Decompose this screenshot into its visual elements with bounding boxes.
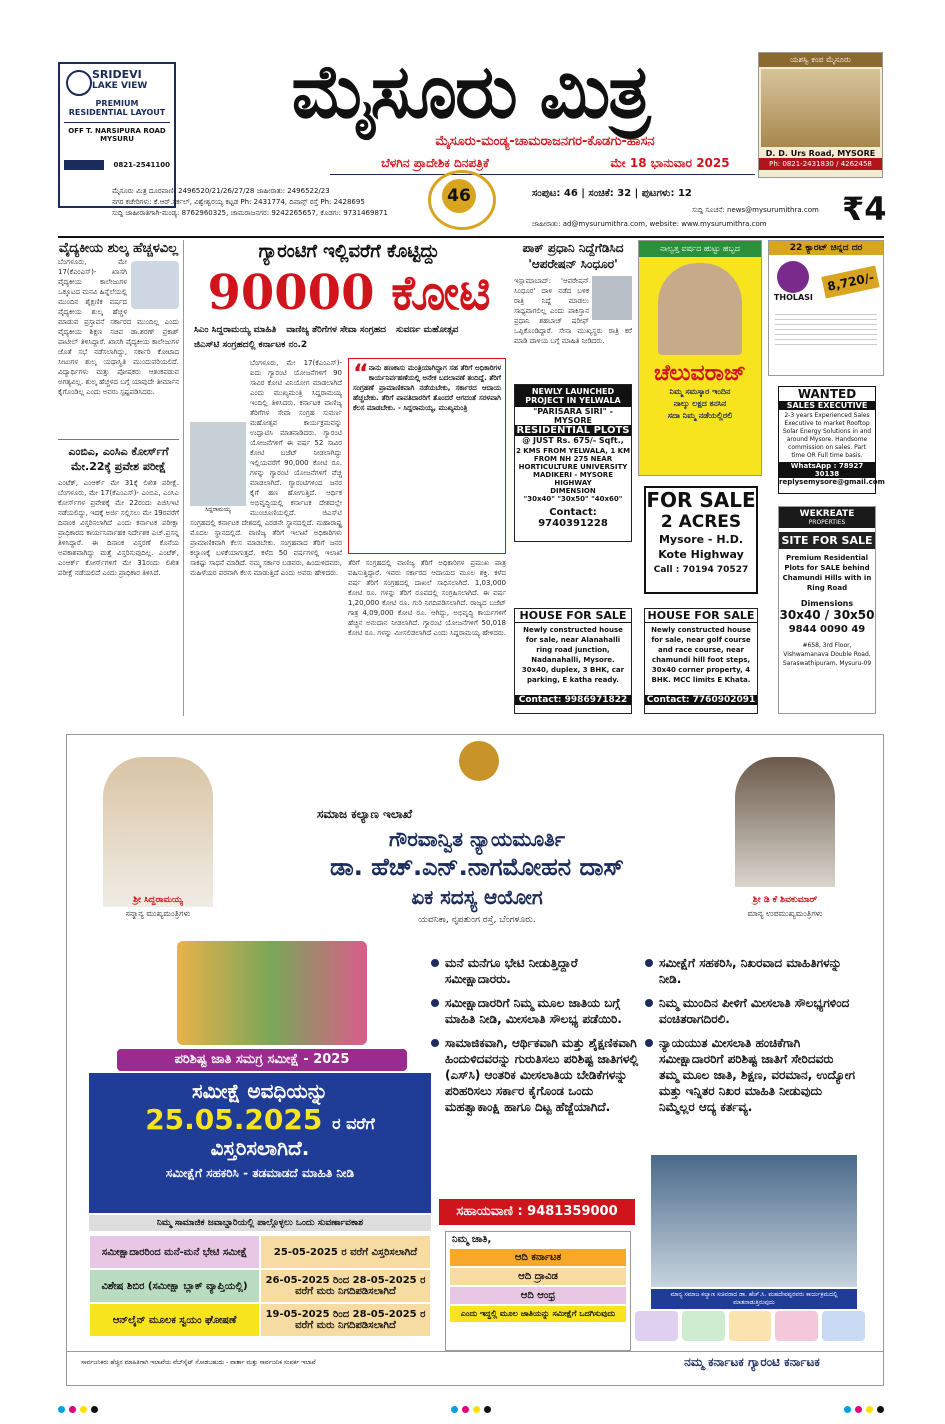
sub-point-4: ಜಿಎಸ್‌ಟಿ ಸಂಗ್ರಹದಲ್ಲಿ ಕರ್ನಾಟಕ ನಂ.2	[194, 340, 308, 350]
house1-text: Newly constructed house for sale, near Alanahalli ring road junction, Nadanahalli, Mysore. 30x40, duplex, 3 BHK, car parking, E katha ready.	[521, 626, 625, 684]
mba-exam-headline: ಎಂಬಿಎ, ಎಂಸಿಎ ಕೋರ್ಸ್‌ಗೆ ಮೇ.22ಕ್ಕೆ ಪ್ರವೇಶ ಪರೀಕ್ಷೆ	[68, 445, 169, 473]
ad-distance: 2 KMS FROM YELWALA, 1 KM FROM NH 275 NEAR HORTICULTURE UNIVERSITY	[515, 447, 631, 471]
wekreate-phone: 9844 0090 49	[788, 624, 866, 635]
main-headline: 90000 ಕೋಟಿ	[207, 265, 491, 321]
yuva-nidhi-logo-icon	[822, 1311, 865, 1341]
gold-rate-ad[interactable]	[768, 240, 884, 376]
wekreate-dim-label: Dimensions	[800, 599, 854, 608]
bullet-right-3: ನ್ಯಾಯಯುತ ಮೀಸಲಾತಿ ಹಂಚಿಕೆಗಾಗಿ ಸಮೀಕ್ಷಾದಾರರಿಗೆ ಪರಿಶಿಷ್ಟ ಜಾತಿಗೆ ಸೇರಿದವರು ತಮ್ಮ ಮೂಲ ಜಾತಿ, ಶಿಕ್ಷಣ, ವರಮಾನ, ಉದ್ಯೋಗ ಮತ್ತು ಇನ್ನಿತರ ನಿಖರ ಮಾಹಿತಿ ನೀಡುವುದು ನಿಮ್ಮೆಲ್ಲರ ಆದ್ಯ ಕರ್ತವ್ಯ.	[659, 1036, 856, 1114]
cm-name: ಶ್ರೀ ಸಿದ್ದರಾಮಯ್ಯ	[133, 895, 183, 905]
survey-date-suffix: ರ ವರೆಗೆ	[332, 1114, 375, 1133]
info-bullets-right	[645, 955, 857, 1115]
bullet-right-2: ನಿಮ್ಮ ಮುಂದಿನ ಪೀಳಿಗೆ ಮೀಸಲಾತಿ ಸೌಲಭ್ಯಗಳಿಂದ ವಂಚಿತರಾಗದಿರಲಿ.	[659, 996, 850, 1026]
survey-line-3: ವಿಸ್ತರಿಸಲಾಗಿದೆ.	[210, 1136, 310, 1160]
bullet-icon	[431, 999, 439, 1007]
pak-pm-photo	[592, 276, 632, 320]
minister-caption: ಮಾನ್ಯ ಸಮಾಜ ಕಲ್ಯಾಣ ಸಚಿವರಾದ ಡಾ. ಹೆಚ್.ಸಿ. ಮಹದೇವಪ್ಪರವರು ಕಾರ್ಯಕ್ರಮದಲ್ಲಿ ಮಾತನಾಡುತ್ತಿರುವುದು	[651, 1289, 857, 1309]
for-sale-acres: 2 ACRES	[660, 512, 742, 532]
caste-1: ಆದಿ ಕರ್ನಾಟಕ	[450, 1249, 626, 1266]
bullet-icon	[431, 959, 439, 967]
wanted-ad[interactable]	[778, 386, 885, 494]
anniversary-years: 46	[442, 179, 476, 213]
medical-fee-headline: ವೈದ್ಯಕೀಯ ಶುಲ್ಕ ಹೆಚ್ಚಳವಿಲ್ಲ	[58, 241, 179, 256]
minister-photo	[651, 1155, 857, 1287]
house2-contact: Contact: 7760902091	[646, 695, 756, 705]
wekreate-address: #658, 3rd Floor, Vishwamanava Double Road, Saraswathipuram, Mysuru-09	[782, 642, 872, 667]
schedule-row-3-value: 19-05-2025 ರಿಂದ 28-05-2025 ರ ವರೆಗೆ ಮರು ನಿಗದಿಪಡಿಸಲಾಗಿದೆ	[260, 1303, 431, 1337]
ad-email: ಜಾಹೀರಾತು: ad@mysurumithra.com, website: www.mysurumithra.com	[532, 220, 767, 228]
brand-line-2: LAKE VIEW	[92, 81, 148, 91]
wanted-whatsapp: WhatsApp : 78927 30138	[779, 462, 875, 478]
wanted-email: replysemysore@gmail.com	[779, 478, 885, 486]
mba-exam-text: ಎಂಟೆಕ್, ಎಂಆರ್ಕ್ ಮೇ 31ಕ್ಕೆ ಲಿಖಿತ ಪರೀಕ್ಷೆ. ಬೆಂಗಳೂರು, ಮೇ 17(ಕೆಎಂಎಸ್)- ಎಂಬಿಎ, ಎಂಸಿಎ ಕೋರ್ಸ್‌ಗಳ ಪ್ರವೇಶಕ್ಕೆ ಮೇ 22ರಂದು ಪಿಜಿಸಿಇಟಿ ನಡೆಯಲಿದ್ದು, ಇದಕ್ಕೆ ಅರ್ಜಿ ಸಲ್ಲಿಸಲು ಮೇ 19ರವರೆಗೆ ದಿನಾಂಕ ವಿಸ್ತರಿಸಲಾಗಿದೆ ಎಂದು ಕರ್ನಾಟಕ ಪರೀಕ್ಷಾ ಪ್ರಾಧಿಕಾರದ ಕಾರ್ಯನಿರ್ವಾಹಕ ನಿರ್ದೇಶಕ ಎಚ್.ಪ್ರಸನ್ನ ತಿಳಿಸಿದ್ದಾರೆ. ಈ ದಿನಾಂಕ ವಿಸ್ತರಣೆ ಕೊನೆಯ ಅವಕಾಶವಾಗಿದ್ದು ಮತ್ತೆ ವಿಸ್ತರಿಸುವುದಿಲ್ಲ. ಎಂಟೆಕ್, ಎಂಆರ್ಕ್ ಕೋರ್ಸ್‌ಗಳಿಗೆ ಮೇ 31ರಂದು ಲಿಖಿತ ಪರೀಕ್ಷೆ ನಡೆಯಲಿದೆ ಎಂದು ಪ್ರಾಧಿಕಾರ ತಿಳಿಸಿದೆ.	[58, 479, 179, 577]
dcm-role: ಮಾನ್ಯ ಉಪಮುಖ್ಯಮಂತ್ರಿಗಳು	[747, 909, 823, 918]
cm-portrait	[103, 757, 213, 907]
ad-project-title: NEWLY LAUNCHED PROJECT IN YELWALA	[515, 385, 631, 407]
gold-rate: 8,720/-	[821, 265, 880, 298]
house2-text: Newly constructed house for sale, near golf course and race course, near chamundi hill foot steps, 30x40 corner property, 4 BHK. MCC limits E Khata.	[651, 626, 751, 684]
hall-building-image	[761, 69, 880, 147]
house-logo-icon	[66, 70, 92, 96]
right-ad-brand: ಯಶಸ್ವಿ ಕಂಪ ಮೈಸೂರು	[759, 53, 882, 67]
masthead: ಮೈಸೂರು ಮಿತ್ರ	[291, 49, 649, 135]
house-for-sale-ad-1[interactable]	[514, 608, 632, 714]
bullet-mid-2: ಸಮೀಕ್ಷಾದಾರರಿಗೆ ನಿಮ್ಮ ಮೂಲ ಜಾತಿಯ ಬಗ್ಗೆ ಮಾಹಿತಿ ನೀಡಿ, ಮೀಸಲಾತಿ ಸೌಲಭ್ಯ ಪಡೆಯಿರಿ.	[445, 996, 622, 1026]
gruha-lakshmi-logo-icon	[775, 1311, 818, 1341]
residential-tag: RESIDENTIAL LAYOUT	[68, 108, 166, 117]
premium-tag: PREMIUM	[95, 99, 139, 108]
caste-title: ನಿಮ್ಮ ಜಾತಿ,	[452, 1234, 492, 1245]
schedule-row-3-label: ಆನ್‌ಲೈನ್ ಮೂಲಕ ಸ್ವಯಂ ಘೋಷಣೆ	[89, 1303, 260, 1337]
cm-photo-caption: ಸಿದ್ದರಾಮಯ್ಯ	[190, 506, 246, 514]
right-header-ad[interactable]	[758, 52, 883, 178]
left-column	[58, 240, 184, 716]
bday-photo	[658, 263, 742, 355]
left-ad-phone: 0821-2541100	[113, 161, 170, 169]
justice-title: ಗೌರವಾನ್ವಿತ ನ್ಯಾಯಮೂರ್ತಿ	[388, 827, 566, 851]
operation-headline: ಪಾಕ್ ಪ್ರಧಾನಿ ನಿದ್ದೆಗೆಡಿಸಿದ 'ಆಪರೇಷನ್ ಸಿಂಧೂರ'	[522, 241, 624, 271]
ad-dimension-label: DIMENSION	[550, 487, 596, 495]
survey-line-5: ನಿಮ್ಮ ಸಾಮಾಜಿಕ ಜವಾಬ್ದಾರಿಯಲ್ಲಿ ಪಾಲ್ಗೊಳ್ಳಲು ಒಂದು ಸುವರ್ಣಾವಕಾಶ	[89, 1215, 431, 1231]
parisara-siri-ad[interactable]	[514, 384, 632, 542]
wanted-text: 2-3 years Experienced Sales Executive to market Rooftop Solar Energy Solutions in and around Mysore. Handsome commission on sales. Part time OR Full time basis.	[782, 412, 872, 459]
house1-title: HOUSE FOR SALE	[515, 609, 631, 623]
bullet-icon	[431, 1039, 439, 1047]
house2-title: HOUSE FOR SALE	[645, 609, 757, 623]
contact-line-2: ನಗರ ಕಚೇರಿಗಳು: ಕೆ.ಆರ್.ಸರ್ಕಲ್, ವಿಶ್ವೇಶ್ವರಯ್ಯ ಕಟ್ಟಡ Ph: 2431774, ದಿವಾನ್ಸ್ ರಸ್ತೆ Ph: 2428695	[112, 198, 365, 206]
wekreate-title: SITE FOR SALE	[779, 532, 875, 549]
main-kicker: ಗ್ಯಾರಂಟಿಗೆ ಇಲ್ಲಿವರೆಗೆ ಕೊಟ್ಟಿದ್ದು	[258, 241, 440, 262]
wekreate-sub: PROPERTIES	[808, 519, 846, 526]
scheme-logos-row	[635, 1311, 865, 1341]
dept-name: ಸಮಾಜ ಕಲ್ಯಾಣ ಇಲಾಖೆ	[317, 807, 413, 821]
helpline-bar[interactable]: ಸಹಾಯವಾಣಿ : 9481359000	[439, 1199, 635, 1225]
survey-line-1: ಸಮೀಕ್ಷೆ ಅವಧಿಯನ್ನು	[192, 1079, 328, 1103]
brand-line-1: SRIDEVI	[92, 68, 142, 81]
justice-name: ಡಾ. ಹೆಚ್.ಎನ್.ನಾಗಮೋಹನ ದಾಸ್	[330, 853, 624, 881]
sub-point-2: ವಾಣಿಜ್ಯ ತೆರಿಗೆಗಳ ಸೇವಾ ಸಂಗ್ರಹದ	[286, 325, 386, 335]
commission-name: ಏಕ ಸದಸ್ಯ ಆಯೋಗ	[411, 885, 543, 909]
wanted-role: SALES EXECUTIVE	[779, 401, 875, 410]
govt-ad[interactable]	[66, 734, 884, 1386]
caste-note: ಎಂದು ಇದ್ದಲ್ಲಿ ಮೂಲ ಜಾತಿಯನ್ನು ಸಮೀಕ್ಷೆಗೆ ಒದಗಿಸುವುದು	[450, 1306, 626, 1322]
sub-point-1: ಸಿಎಂ ಸಿದ್ದರಾಮಯ್ಯ ಮಾಹಿತಿ	[194, 325, 277, 335]
anniversary-emblem	[424, 166, 494, 228]
ad-contact: Contact: 9740391228	[538, 507, 608, 529]
bday-name: ಚೆಲುವರಾಜ್	[654, 361, 746, 386]
schedule-row-1-value: 25-05-2025 ರ ವರೆಗೆ ವಿಸ್ತರಿಸಲಾಗಿದೆ	[260, 1235, 431, 1269]
wekreate-ad[interactable]	[778, 506, 876, 714]
contact-line-1: ಮೈಸೂರು ಮಿತ್ರ ದೂರವಾಣಿ: 2496520/21/26/27/28 ಜಾಹೀರಾತು: 2496522/23	[112, 187, 330, 195]
bullet-mid-3: ಸಾಮಾಜಿಕವಾಗಿ, ಆರ್ಥಿಕವಾಗಿ ಮತ್ತು ಶೈಕ್ಷಣಿಕವಾಗಿ ಹಿಂದುಳಿದವರನ್ನು ಗುರುತಿಸಲು ಪರಿಶಿಷ್ಟ ಜಾತಿಗಳಲ್ಲಿ (ಎಸ್‌ಸಿ) ಆಂತರಿಕ ಮೀಸಲಾತಿಯ ಬೇಡಿಕೆಗಳನ್ನು ಪರಿಹರಿಸಲು ಸರ್ಕಾರ ಕೈಗೊಂಡ ಒಂದು ಮಹತ್ವಾಕಾಂಕ್ಷಿ ಹಾಗೂ ದಿಟ್ಟ ಹೆಜ್ಜೆಯಾಗಿದೆ.	[445, 1036, 639, 1114]
gold-title: 22 ಕ್ಯಾರಟ್ ಚಿನ್ನದ ದರ	[769, 241, 883, 255]
ad-plots-price: @ JUST Rs. 675/- Sqft.,	[522, 436, 624, 445]
bullet-mid-1: ಮನೆ ಮನೆಗೂ ಭೇಟಿ ನೀಡುತ್ತಿದ್ದಾರೆ ಸಮೀಕ್ಷಾದಾರರು.	[445, 956, 578, 986]
price: ₹4	[842, 190, 887, 228]
survey-date: 25.05.2025	[145, 1103, 323, 1136]
main-story	[190, 240, 508, 716]
bday-line-1: ನಿಮ್ಮ ಸಮಸ್ಕಾರ ಇಂದಿನ	[669, 387, 731, 396]
dcm-portrait	[735, 757, 835, 887]
house-for-sale-ad-2[interactable]	[644, 608, 758, 714]
bullet-right-1: ಸಮೀಕ್ಷೆಗೆ ಸಹಕರಿಸಿ, ನಿಖರವಾದ ಮಾಹಿತಿಗಳನ್ನು ನೀಡಿ.	[659, 956, 842, 986]
karnataka-emblem-icon	[459, 741, 499, 781]
tagline: ಬೆಳಗಿನ ಪ್ರಾದೇಶಿಕ ದಿನಪತ್ರಿಕೆ	[381, 156, 489, 170]
shakti-logo-icon	[635, 1311, 678, 1341]
wekreate-brand: WEKREATE	[799, 509, 855, 519]
for-sale-title: FOR SALE	[646, 488, 756, 512]
caste-2: ಆದಿ ದ್ರಾವಿಡ	[450, 1268, 626, 1285]
ad-project-name: "PARISARA SIRI" - MYSORE	[533, 407, 613, 425]
survey-line-4: ಸಮೀಕ್ಷೆಗೆ ಸಹಕರಿಸಿ - ತಡಮಾಡದೆ ಮಾಹಿತಿ ನೀಡಿ	[165, 1166, 355, 1180]
survey-title-bar: ಪರಿಶಿಷ್ಟ ಜಾತಿ ಸಮಗ್ರ ಸಮೀಕ್ಷೆ - 2025	[117, 1049, 407, 1071]
sub-point-3: ಸುವರ್ಣ ಮಹೋತ್ಸವ	[395, 325, 459, 335]
wekreate-dims: 30x40 / 30x50	[779, 608, 875, 622]
schedule-row-2-value: 26-05-2025 ರಿಂದ 28-05-2025 ರ ವರೆಗೆ ಮರು ನಿಗದಿಪಡಿಸಲಾಗಿದೆ	[260, 1269, 431, 1303]
house1-contact: Contact: 9986971822	[515, 695, 631, 705]
for-sale-call: Call : 70194 70527	[653, 565, 749, 575]
right-ad-address: D. D. Urs Road, MYSORE	[765, 149, 876, 158]
contact-line-3: ಸುದ್ದಿ ಜಾಹೀರಾತಿಗಾಗಿ-ಮಂಡ್ಯ: 8762960325, ಚಾಮರಾಜನಗರ: 9242265657, ಕೊಡಗು: 9731469871	[112, 209, 388, 217]
tholasi-logo-icon	[777, 261, 809, 293]
ad-dimensions: "30x40" "30x50" "40x60"	[523, 495, 623, 503]
volume-info: ಸಂಪುಟ: 46 | ಸಂಚಿಕೆ: 32 | ಪುಟಗಳು: 12	[532, 188, 692, 199]
date: ಮೇ 18 ಭಾನುವಾರ 2025	[610, 156, 730, 170]
bullet-icon	[645, 959, 653, 967]
cm-photo	[190, 422, 246, 514]
govt-footer-slogan: ನಮ್ಮ ಕರ್ನಾಟಕ ಗ್ಯಾರಂಟಿ ಕರ್ನಾಟಕ	[684, 1355, 820, 1369]
bullet-icon	[645, 1039, 653, 1047]
schedule-row-1-label: ಸಮೀಕ್ಷಾದಾರರಿಂದ ಮನೆ-ಮನೆ ಭೇಟಿ ಸಮೀಕ್ಷೆ	[89, 1235, 260, 1269]
cm-quote-box	[348, 358, 506, 554]
govt-footer-note: ಸಾರ್ವಜನಿಕರು ಹೆಚ್ಚಿನ ಮಾಹಿತಿಗಾಗಿ ಇಲಾಖೆಯ ವೆಬ್‌ಸೈಟ್ ನೋಡಬಹುದು - ವಾರ್ತಾ ಮತ್ತು ಸಾರ್ವಜನಿಕ ಸಂಪರ್ಕ ಇಲಾಖೆ	[81, 1359, 316, 1366]
bday-top: ನಾಲ್ವತ್ತ ವರ್ಷದ ಹುಟ್ಟು ಹಬ್ಬದ	[639, 241, 761, 257]
gold-address-lines	[775, 310, 877, 346]
main-story-text-1: ಬೆಂಗಳೂರು, ಮೇ 17(ಕೆಎಂಎಸ್)- ಐದು ಗ್ಯಾರಂಟಿ ಯೋಜನೆಗಳಿಗೆ 90 ಸಾವಿರ ಕೋಟಿ ವಿನಿಯೋಗ ಮಾಡಲಾಗಿದೆ ಎಂದು ಮುಖ್ಯಮಂತ್ರಿ ಸಿದ್ದರಾಮಯ್ಯ ಇಂದಿಲ್ಲಿ ತಿಳಿಸಿದರು. ಕರ್ನಾಟಕ ವಾಣಿಜ್ಯ ತೆರಿಗೆಗಳ ಸೇವಾ ಸಂಗ್ರಹ ಸುವರ್ಣ ಮಹೋತ್ಸವ ಕಾರ್ಯಕ್ರಮವನ್ನು ಉದ್ಘಾಟಿಸಿ ಮಾತನಾಡಿದರು. ಗ್ಯಾರಂಟಿ ಯೋಜನೆಗಳಿಗೆ ಈ ವರ್ಷ 52 ಸಾವಿರ ಕೋಟಿ ಬಜೆಟ್ ನೀಡಲಾಗಿದ್ದು ಇಲ್ಲಿಯವರೆಗೆ 90,000 ಕೋಟಿ ರೂ. ಗಳನ್ನು ಗ್ಯಾರಂಟಿ ಯೋಜನೆಗಳಿಗೆ ವೆಚ್ಚ ಮಾಡಲಾಗಿದೆ. ಗ್ಯಾರಂಟಿಗಳಿಂದ ಜನರ ಕೈಗೆ ಹಣ ಹೋಗುತ್ತಿದೆ. ಆರ್ಥಿಕ ಅಭಿವೃದ್ಧಿಯಲ್ಲಿ ಕರ್ನಾಟಕ ದೇಶದಲ್ಲೇ ಮುಂಚೂಣಿಯಲ್ಲಿದೆ. ಜಿಎಸ್‌ಟಿ ಸಂಗ್ರಹದಲ್ಲಿ ಕರ್ನಾಟಕ ದೇಶದಲ್ಲಿ ಎರಡನೇ ಸ್ಥಾನದಲ್ಲಿದೆ. ಮಹಾರಾಷ್ಟ್ರ ಮೊದಲ ಸ್ಥಾನದಲ್ಲಿದೆ. ವಾಣಿಜ್ಯ ತೆರಿಗೆ ಇಲಾಖೆ ಅಧಿಕಾರಿಗಳು ಪ್ರಾಮಾಣಿಕವಾಗಿ ಕೆಲಸ ಮಾಡಬೇಕು. ಸಂಗ್ರಹವಾದ ತೆರಿಗೆ ಜನರ ಕಲ್ಯಾಣಕ್ಕೆ ಬಳಕೆಯಾಗುತ್ತದೆ. ಕಳೆದ 50 ವರ್ಷಗಳಲ್ಲಿ ಇಲಾಖೆ ಸಾಕಷ್ಟು ಸಾಧನೆ ಮಾಡಿದೆ. ನಮ್ಮ ಸರ್ಕಾರ ಬಡವರು, ಹಿಂದುಳಿದವರು, ಮಹಿಳೆಯರ ಪರವಾಗಿ ಕೆಲಸ ಮಾಡುತ್ತಿದೆ ಎಂದು ಅವರು ಹೇಳಿದರು.	[190, 359, 342, 577]
cm-role: ಸನ್ಮಾನ್ಯ ಮುಖ್ಯಮಂತ್ರಿಗಳು	[125, 909, 191, 918]
medical-fee-text: ಬೆಂಗಳೂರು, ಮೇ 17(ಕೆಎಂಎಸ್)- ಖಾಸಗಿ ವೈದ್ಯಕೀಯ ಕಾಲೇಜುಗಳ ಒಕ್ಕೂಟದ ಮನವಿ ಹಿನ್ನೆಲೆಯಲ್ಲಿ ಮುಂದಿನ ಶೈಕ್ಷಣಿಕ ವರ್ಷದ ವೈದ್ಯಕೀಯ ಶುಲ್ಕ ಹೆಚ್ಚಳ ಮಾಡುವ ಪ್ರಸ್ತಾವನೆ ಸರ್ಕಾರದ ಮುಂದಿಲ್ಲ ಎಂದು ವೈದ್ಯಕೀಯ ಶಿಕ್ಷಣ ಸಚಿವ ಡಾ.ಶರಣ್ ಪ್ರಕಾಶ್ ಪಾಟೀಲ್ ತಿಳಿಸಿದ್ದಾರೆ. ಖಾಸಗಿ ವೈದ್ಯಕೀಯ ಕಾಲೇಜುಗಳ ಜೊತೆ ಸಭೆ ನಡೆಸಲಾಗಿದ್ದು, ಸರ್ಕಾರಿ ಕೋಟಾದ ಸೀಟುಗಳ ಶುಲ್ಕ ಯಥಾಸ್ಥಿತಿ ಮುಂದುವರಿಯಲಿದೆ. ವಿದ್ಯಾರ್ಥಿಗಳು ಮತ್ತು ಪೋಷಕರು ಆತಂಕಪಡುವ ಅಗತ್ಯವಿಲ್ಲ. ಶುಲ್ಕ ಹೆಚ್ಚಳದ ಬಗ್ಗೆ ಯಾವುದೇ ತೀರ್ಮಾನ ಕೈಗೊಂಡಿಲ್ಲ ಎಂದು ಅವರು ಸ್ಪಷ್ಟಪಡಿಸಿದರು.	[58, 258, 179, 396]
bullet-icon	[645, 999, 653, 1007]
gold-brand: THOLASI	[773, 293, 813, 302]
alliance-logo	[64, 157, 170, 173]
operation-text: ಇಸ್ಲಾಮಾಬಾದ್: 'ಆಪರೇಷನ್ ಸಿಂಧೂರ' ದಾಳಿ ನಡೆದ ಬಳಿಕ ರಾತ್ರಿ ನಿದ್ದೆ ಮಾಡಲು ಸಾಧ್ಯವಾಗಲಿಲ್ಲ ಎಂದು ಪಾಕಿಸ್ತಾನ ಪ್ರಧಾನಿ ಶಹಬಾಜ್ ಷರೀಫ್ ಒಪ್ಪಿಕೊಂಡಿದ್ದಾರೆ. ಸೇನಾ ಮುಖ್ಯಸ್ಥರು ರಾತ್ರಿ ಕರೆ ಮಾಡಿ ದಾಳಿಯ ಬಗ್ಗೆ ಮಾಹಿತಿ ನೀಡಿದರು.	[514, 277, 632, 345]
info-bullets-middle	[431, 955, 639, 1115]
right-ad-phone: Ph: 0821-2431830 / 4262458	[759, 158, 882, 170]
ad-plots-title: RESIDENTIAL PLOTS	[516, 425, 630, 436]
schedule-row-2-label: ವಿಶೇಷ ಶಿಬಿರ (ಸಮೀಕ್ಷಾ ಬ್ಲಾಕ್ ವ್ಯಾಪ್ತಿಯಲ್ಲಿ)	[89, 1269, 260, 1303]
survey-schedule-table	[89, 1235, 431, 1337]
bday-line-2: ನಾಲ್ಕು ಲಕ್ಷದ ಕನಸಿನ	[673, 399, 727, 408]
for-sale-ad[interactable]	[644, 486, 758, 594]
caste-3: ಆದಿ ಆಂಧ್ರ	[450, 1287, 626, 1304]
regions-subline: ಮೈಸೂರು-ಮಂಡ್ಯ-ಚಾಮರಾಜನಗರ-ಕೊಡಗು-ಹಾಸನ	[435, 134, 655, 149]
gruha-jyothi-logo-icon	[729, 1311, 772, 1341]
location-line-2: MYSURU	[100, 135, 134, 143]
quote-mark-icon: “	[353, 359, 369, 387]
surveyors-photo	[177, 941, 367, 1045]
bday-line-3: ಸದಾ ನಿಮ್ಮ ನಡೆಯಲ್ಲಿರಲಿ	[667, 411, 733, 420]
birthday-ad[interactable]	[638, 240, 762, 476]
wanted-title: WANTED	[797, 387, 857, 401]
for-sale-location: Mysore - H.D. Kote Highway	[658, 533, 744, 561]
survey-panel	[89, 1073, 431, 1213]
print-registration-marks	[58, 1406, 884, 1414]
commission-address: ಯವನಿಕಾ, ನೃಪತುಂಗ ರಸ್ತೆ, ಬೆಂಗಳೂರು.	[418, 915, 536, 925]
dcm-name: ಶ್ರೀ ಡಿ ಕೆ ಶಿವಕುಮಾರ್	[752, 895, 818, 905]
main-story-text-2: ತೆರಿಗೆ ಸಂಗ್ರಹದಲ್ಲಿ ವಾಣಿಜ್ಯ ತೆರಿಗೆ ಅಧಿಕಾರಿಗಳ ಪ್ರಮುಖ ಪಾತ್ರ ವಹಿಸುತ್ತಿದ್ದಾರೆ. ಇವರು ಸರ್ಕಾರದ ಆದಾಯದ ಮೂಲ ಶಕ್ತಿ. ಕಳೆದ ವರ್ಷ ತೆರಿಗೆ ಸಂಗ್ರಹದಲ್ಲಿ ದಾಖಲೆ ಸಾಧಿಸಲಾಗಿದೆ. 1,03,000 ಕೋಟಿ ರೂ. ಗಳನ್ನು ತೆರಿಗೆ ರೂಪದಲ್ಲಿ ಸಂಗ್ರಹಿಸಲಾಗಿದೆ. ಈ ವರ್ಷ 1,20,000 ಕೋಟಿ ರೂ. ಗುರಿ ನಿಗದಿಪಡಿಸಲಾಗಿದೆ. ರಾಜ್ಯದ ಬಜೆಟ್ ಗಾತ್ರ 4,09,000 ಕೋಟಿ ರೂ. ಆಗಿದ್ದು, ಅಭಿವೃದ್ಧಿ ಕಾರ್ಯಗಳಿಗೆ ಹೆಚ್ಚಿನ ಅನುದಾನ ನೀಡಲಾಗಿದೆ. ಗ್ಯಾರಂಟಿ ಯೋಜನೆಗಳಿಗೆ 50,018 ಕೋಟಿ ರೂ. ಗಳನ್ನು ಮೀಸಲಿಡಲಾಗಿದೆ ಎಂದು ಸಿದ್ದರಾಮಯ್ಯ ಹೇಳಿದರು.	[348, 559, 507, 637]
caste-box	[445, 1231, 631, 1351]
anna-bhagya-logo-icon	[682, 1311, 725, 1341]
stethoscope-photo	[131, 261, 179, 309]
location-line-1: OFF T. NARSIPURA ROAD	[68, 127, 166, 135]
alliance-mark-icon	[64, 160, 104, 170]
wekreate-text: Premium Residential Plots for SALE behind Chamundi Hills with in Ring Road	[782, 554, 872, 592]
news-email: ಸುದ್ದಿ ಸೂಚನೆ: news@mysurumithra.com	[692, 206, 819, 214]
ad-highway: MADIKERI - MYSORE HIGHWAY	[533, 471, 613, 487]
cm-quote-text: ನಾನು ಹಣಕಾಸು ಮಂತ್ರಿಯಾಗಿದ್ದಾಗ ಸಹ ತೆರಿಗೆ ಅಧಿಕಾರಿಗಳ ಕಾರ್ಯನಿರ್ವಹಣೆಯಲ್ಲಿ ಅನೇಕ ಬದಲಾವಣೆ ತಂದಿದ್ದೆ. ತೆರಿಗೆ ಸಂಗ್ರಹಣೆ ಪ್ರಾಮಾಣಿಕವಾಗಿ ನಡೆಯಬೇಕು, ಸರ್ಕಾರದ ಆದಾಯ ಹೆಚ್ಚಬೇಕು. ತೆರಿಗೆ ಪಾವತಿದಾರರಿಗೆ ತೊಂದರೆ ಆಗದಂತೆ ಸರಳವಾಗಿ ಕೆಲಸ ಮಾಡಬೇಕು. - ಸಿದ್ದರಾಮಯ್ಯ, ಮುಖ್ಯಮಂತ್ರಿ	[353, 364, 501, 412]
